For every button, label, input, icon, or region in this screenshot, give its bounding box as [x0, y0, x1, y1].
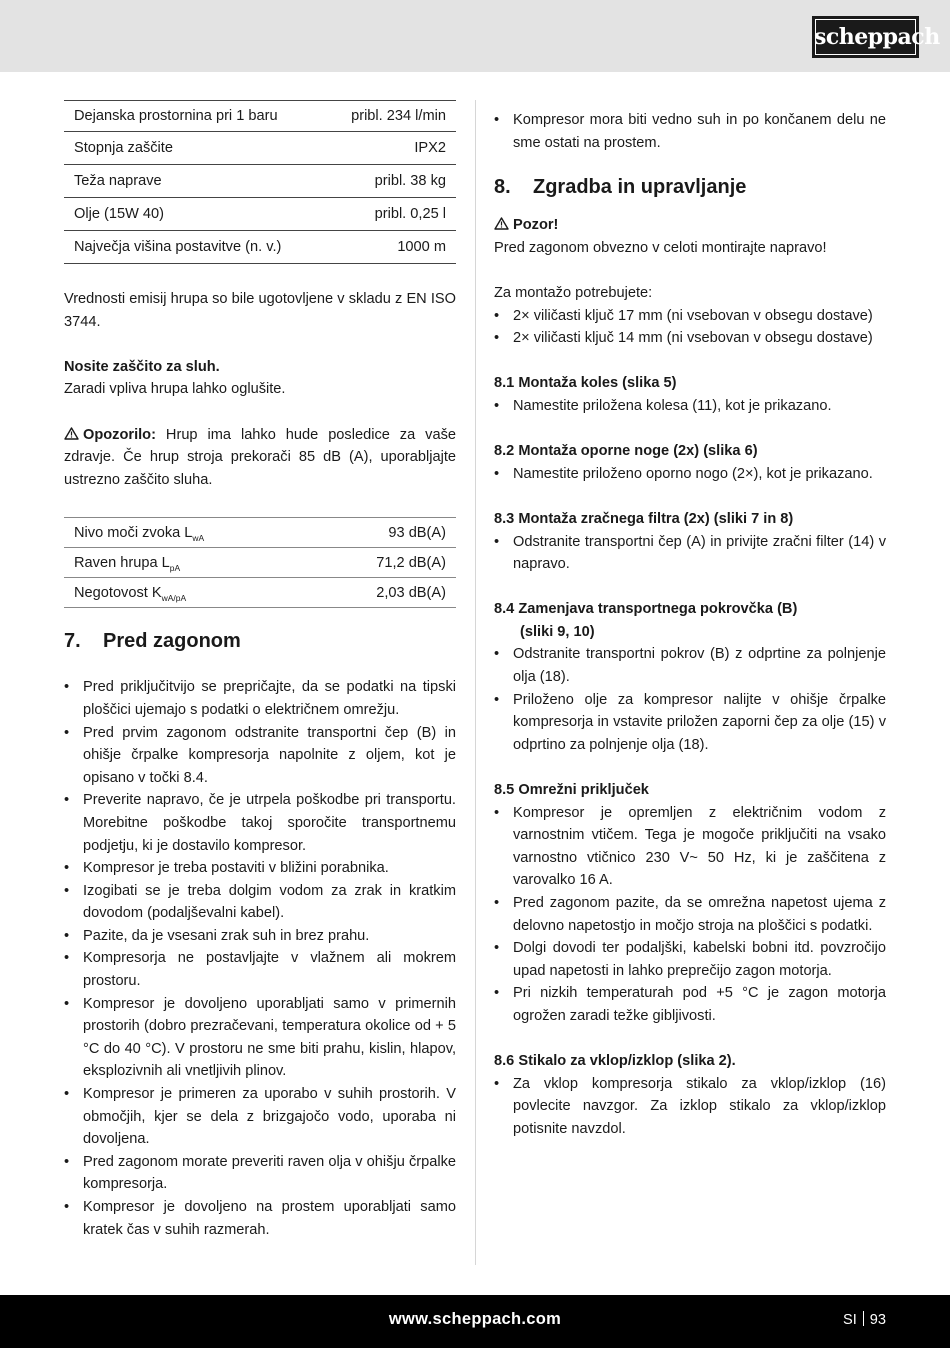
list-item: • Kompresor je primeren za uporabo v suhih prostorih. V območjih, kjer se dela z brizgajočo vodo, uporaba ni dovoljena. — [64, 1083, 456, 1151]
page-number — [843, 1309, 886, 1332]
spec-value: pribl. 234 l/min — [324, 101, 456, 132]
spec-label: Teža naprave — [64, 165, 324, 198]
table-row — [64, 198, 456, 231]
list-item: • Izogibati se je treba dolgim vodom za zrak in kratkim dovodom (podaljševalni kabel). — [64, 880, 456, 925]
table-row — [64, 548, 456, 578]
noise-value: 93 dB(A) — [309, 518, 456, 548]
noise-value: 71,2 dB(A) — [309, 548, 456, 578]
list-item: • 2× viličasti ključ 14 mm (ni vsebovan v obsegu dostave) — [494, 327, 886, 350]
table-row — [64, 518, 456, 548]
section-8-6-list — [494, 1073, 886, 1141]
section-8-3-heading: 8.3 Montaža zračnega filtra (2x) (sliki 7 in 8) — [494, 510, 794, 527]
caution-note — [494, 214, 886, 259]
spec-label: Stopnja zaščite — [64, 132, 324, 165]
spec-label: Olje (15W 40) — [64, 198, 324, 231]
list-item: • Odstranite transportni čep (A) in privijte zračni filter (14) v napravo. — [494, 531, 886, 576]
spec-value: 1000 m — [324, 231, 456, 264]
warning-label: Opozorilo: — [83, 426, 156, 443]
list-item: • Pred zagonom pazite, da se omrežna napetost ujema z delovno napetostjo in močjo stroja na ploščici s podatki. — [494, 892, 886, 937]
spec-value: IPX2 — [324, 132, 456, 165]
warning-triangle-icon — [494, 217, 509, 230]
spec-value: pribl. 38 kg — [324, 165, 456, 198]
caution-title: Pozor! — [494, 214, 886, 237]
noise-value: 2,03 dB(A) — [309, 578, 456, 608]
section-8-6-heading: 8.6 Stikalo za vklop/izklop (slika 2). — [494, 1053, 736, 1070]
list-item: • Pred priključitvijo se prepričajte, da se podatki na tipski ploščici ujemajo s podatki o električnem omrežju. — [64, 676, 456, 721]
noise-emission-text: Vrednosti emisij hrupa so bile ugotovljene v skladu z EN ISO 3744. — [64, 291, 456, 330]
warning-triangle-icon — [64, 427, 79, 440]
section-8-3-list — [494, 531, 886, 576]
hearing-protection-text: Zaradi vpliva hrupa lahko oglušite. — [64, 381, 286, 398]
column-divider — [475, 100, 476, 1265]
noise-label: Nivo moči zvoka $L_{wA}$ — [64, 518, 309, 548]
noise-warning — [64, 424, 456, 492]
brand-logo: scheppach — [812, 16, 919, 58]
section-8-2-heading: 8.2 Montaža oporne noge (2x) (slika 6) — [494, 443, 758, 460]
list-item: • Kompresor je treba postaviti v bližini porabnika. — [64, 857, 456, 880]
list-item: • 2× viličasti ključ 17 mm (ni vsebovan v obsegu dostave) — [494, 305, 886, 328]
list-item: • Kompresor je dovoljeno na prostem uporabljati samo kratek čas v suhih razmerah. — [64, 1196, 456, 1241]
spec-label: Dejanska prostornina pri 1 baru — [64, 101, 324, 132]
list-item: • Kompresorja ne postavljajte v vlažnem ali mokrem prostoru. — [64, 947, 456, 992]
tools-intro: Za montažo potrebujete: — [494, 284, 653, 301]
right-column — [494, 109, 886, 1141]
hearing-protection-title: Nosite zaščito za sluh. — [64, 358, 220, 375]
noise-label: Negotovost $K_{wA/pA}$ — [64, 578, 309, 608]
section-8-2-list — [494, 463, 886, 486]
table-row — [64, 101, 456, 132]
hearing-protection-note — [64, 356, 456, 401]
list-item: • Namestite priložena kolesa (11), kot je prikazano. — [494, 395, 886, 418]
noise-label: Raven hrupa $L_{pA}$ — [64, 548, 309, 578]
page-number-value: 93 — [869, 1312, 886, 1328]
list-item: • Preverite napravo, če je utrpela poškodbe pri transportu. Morebitne poškodbe takoj sporočite transportnemu podjetju, ki je dostavilo kompresor. — [64, 789, 456, 857]
list-item: • Dolgi dovodi ter podaljški, kabelski bobni itd. povzročijo upad napetosti in lahko preprečijo zagon motorja. — [494, 937, 886, 982]
section-8-4-list — [494, 643, 886, 756]
section-8-4-heading: 8.4 Zamenjava transportnega pokrovčka (B) (sliki 9, 10) — [494, 601, 798, 640]
table-row — [64, 578, 456, 608]
section-8-5-heading: 8.5 Omrežni priključek — [494, 782, 649, 799]
section-8-5-list — [494, 802, 886, 1028]
left-column — [64, 100, 456, 1241]
list-item: • Odstranite transportni pokrov (B) z odprtine za polnjenje olja (18). — [494, 643, 886, 688]
list-item: • Namestite priloženo oporno nogo (2×), kot je prikazano. — [494, 463, 886, 486]
list-item: • Za vklop kompresorja stikalo za vklop/izklop (16) povlecite navzgor. Za izklop stikalo za vklop/izklop potisnite navzdol. — [494, 1073, 886, 1141]
list-item: • Pri nizkih temperaturah pod +5 °C je zagon motorja ogrožen zaradi težke gibljivosti. — [494, 982, 886, 1027]
section-7-heading: 7. Pred zagonom — [64, 630, 241, 653]
footer-url[interactable]: www.scheppach.com — [388, 1310, 562, 1328]
dry-storage-list — [494, 109, 886, 154]
spec-value: pribl. 0,25 l — [324, 198, 456, 231]
list-item: • Kompresor je dovoljeno uporabljati samo v primernih prostorih (dobro prezračevani, temperatura okolice od + 5 °C do 40 °C). V prostoru ne sme biti prahu, kislin, hlapov, eksplozivnih ali vnetljivih plinov. — [64, 993, 456, 1083]
list-item: • Pazite, da je vsesani zrak suh in brez prahu. — [64, 925, 456, 948]
section-8-1-heading: 8.1 Montaža koles (slika 5) — [494, 375, 677, 392]
list-item: • Pred zagonom morate preveriti raven olja v ohišju črpalke kompresorja. — [64, 1151, 456, 1196]
spec-table — [64, 100, 456, 264]
list-item: • Kompresor mora biti vedno suh in po končanem delu ne sme ostati na prostem. — [494, 109, 886, 154]
spec-label: Največja višina postavitve (n. v.) — [64, 231, 324, 264]
table-row — [64, 132, 456, 165]
table-row — [64, 231, 456, 264]
list-item: • Pred prvim zagonom odstranite transportni čep (B) in ohišje črpalke kompresorja napolnite z oljem, kot je opisano v točki 8.4. — [64, 722, 456, 790]
table-row — [64, 165, 456, 198]
tools-list — [494, 305, 886, 350]
warning-text: Hrup ima lahko hude posledice za vaše zdravje. Če hrup stroja prekorači 85 dB (A), uporabljajte ustrezno zaščito sluha. — [64, 426, 456, 488]
section-7-list — [64, 676, 456, 1241]
caution-text: Pred zagonom obvezno v celoti montirajte napravo! — [494, 239, 827, 256]
language-code: SI — [842, 1312, 857, 1328]
section-8-heading: 8. Zgradba in upravljanje — [494, 176, 747, 199]
list-item: • Kompresor je opremljen z električnim vodom z varnostnim vtičem. Tega je mogoče priključiti na vsako varnostno vtičnico 230 V~ 50 Hz, ki je zaščitena z varovalko 16 A. — [494, 802, 886, 892]
noise-table — [64, 517, 456, 608]
footer-bar — [0, 1295, 950, 1348]
header-bar — [0, 0, 950, 72]
list-item: • Priloženo olje za kompresor nalijte v ohišje črpalke kompresorja in vstavite priložen zaporni čep za olje (15) v odprtino za polnjenje olja (18). — [494, 689, 886, 757]
section-8-1-list — [494, 395, 886, 418]
